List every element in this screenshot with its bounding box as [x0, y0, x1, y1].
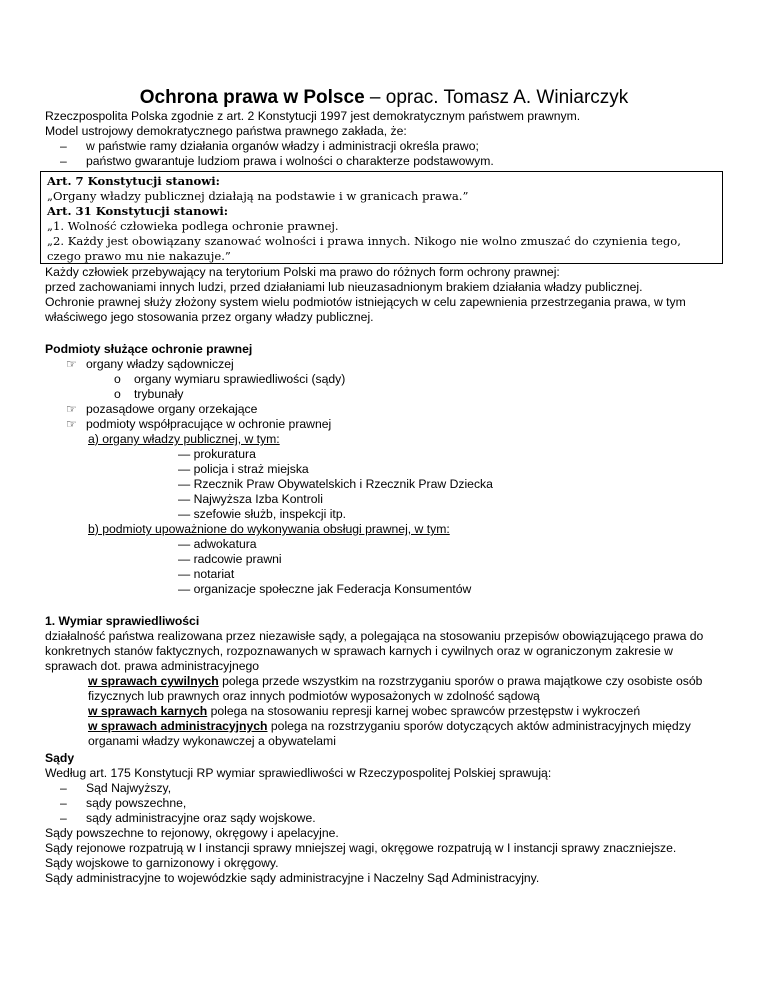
protection-line-4: właściwego jego stosowania przez organy władzy publicznej. — [45, 310, 374, 324]
art31-line-2: „2. Każdy jest obowiązany szanować wolności i prawa innych. Nikogo nie wolno zmuszać do czynienia tego, — [47, 234, 681, 248]
justice-heading: 1. Wymiar sprawiedliwości — [45, 614, 200, 628]
entities-item-2: ☞ pozasądowe organy orzekające — [66, 402, 258, 416]
protection-line-2: przed zachowaniami innych ludzi, przed działaniami lub nieuzasadnionym brakiem działania władzy publicznej. — [45, 280, 643, 294]
group-a-heading: a) organy władzy publicznej, w tym: — [88, 432, 280, 446]
protection-line-3: Ochronie prawnej służy złożony system wielu podmiotów istniejących w celu zapewnienia przestrzegania prawa, w tym — [45, 295, 686, 309]
justice-line-1: działalność państwa realizowana przez niezawisłe sądy, a polegająca na stosowaniu przepisów obowiązującego prawa do — [45, 629, 704, 643]
entities-item-3: ☞ podmioty współpracujące w ochronie prawnej — [66, 417, 332, 431]
constitution-quote-box — [40, 171, 723, 264]
dash-glyph: – — [60, 154, 67, 168]
courts-line-3: Sądy rejonowe rozpatrują w I instancji sprawy mniejszej wagi, okręgowe rozpatrują w I instancji sprawy znaczniejsze. — [45, 841, 677, 855]
art31-line-3: czego prawo mu nie nakazuje.” — [47, 249, 231, 263]
circle-bullet-icon: o — [114, 372, 121, 386]
courts-line-4: Sądy wojskowe to garnizonowy i okręgowy. — [45, 856, 279, 870]
entities-item-1: ☞ organy władzy sądowniczej — [66, 357, 234, 371]
title-rest: – oprac. Tomasz A. Winiarczyk — [364, 87, 629, 108]
pointing-hand-icon: ☞ — [66, 357, 77, 371]
justice-criminal-line: w sprawach karnych polega na stosowaniu represji karnej wobec sprawców przestępstw i wykroczeń — [88, 704, 641, 718]
justice-line-2: konkretnych stanów faktycznych, rozpoznawanych w sprawach karnych i cywilnych oraz w ograniczonym zakresie w — [45, 644, 673, 658]
group-b-item-2: — radcowie prawni — [178, 552, 282, 566]
page-title — [0, 86, 768, 110]
justice-line-3: sprawach dot. prawa administracyjnego — [45, 659, 260, 673]
criminal-term: w sprawach karnych — [88, 704, 208, 718]
art7-text: „Organy władzy publicznej działają na podstawie i w granicach prawa.” — [47, 189, 469, 203]
justice-civil-line-2: fizycznych lub prawnych oraz innych podmiotów wyposażonych w zdolność sądową — [88, 689, 540, 703]
art7-heading: Art. 7 Konstytucji stanowi: — [47, 174, 220, 188]
group-b-item-1: — adwokatura — [178, 537, 257, 551]
protection-line-1: Każdy człowiek przebywający na terytorium Polski ma prawo do różnych form ochrony prawnej: — [45, 265, 560, 279]
courts-bullet-3: – sądy administracyjne oraz sądy wojskowe. — [60, 811, 316, 825]
dash-glyph: – — [60, 796, 67, 810]
intro-bullet-2: – państwo gwarantuje ludziom prawa i wolności o charakterze podstawowym. — [60, 154, 494, 168]
courts-line-1: Według art. 175 Konstytucji RP wymiar sprawiedliwości w Rzeczypospolitej Polskiej sprawują: — [45, 766, 552, 780]
group-b-item-4: — organizacje społeczne jak Federacja Konsumentów — [178, 582, 472, 596]
entities-heading: Podmioty służące ochronie prawnej — [45, 342, 253, 356]
title-bold: Ochrona prawa w Polsce — [139, 87, 365, 108]
dash-glyph: – — [60, 811, 67, 825]
group-b-item-3: — notariat — [178, 567, 235, 581]
circle-bullet-icon: o — [114, 387, 121, 401]
intro-line-1: Rzeczpospolita Polska zgodnie z art. 2 Konstytucji 1997 jest demokratycznym państwem prawnym. — [45, 109, 581, 123]
dash-glyph: – — [60, 139, 67, 153]
art31-heading: Art. 31 Konstytucji stanowi: — [47, 204, 229, 218]
entities-subitem-1: o organy wymiaru sprawiedliwości (sądy) — [114, 372, 346, 386]
courts-bullet-2: – sądy powszechne, — [60, 796, 187, 810]
admin-term: w sprawach administracyjnych — [88, 719, 268, 733]
courts-bullet-1: – Sąd Najwyższy, — [60, 781, 172, 795]
justice-admin-line-1: w sprawach administracyjnych polega na rozstrzyganiu sporów dotyczących aktów administracyjnych między — [88, 719, 691, 733]
justice-civil-line-1: w sprawach cywilnych polega przede wszystkim na rozstrzyganiu sporów o prawa majątkowe czy osobiste osób — [88, 674, 703, 688]
intro-line-2: Model ustrojowy demokratycznego państwa prawnego zakłada, że: — [45, 124, 407, 138]
courts-line-2: Sądy powszechne to rejonowy, okręgowy i apelacyjne. — [45, 826, 339, 840]
group-a-item-5: — szefowie służb, inspekcji itp. — [178, 507, 346, 521]
group-a-item-2: — policja i straż miejska — [178, 462, 309, 476]
group-a-item-4: — Najwyższa Izba Kontroli — [178, 492, 323, 506]
civil-term: w sprawach cywilnych — [88, 674, 219, 688]
justice-admin-line-2: organami władzy wykonawczej a obywatelami — [88, 734, 336, 748]
group-a-item-1: — prokuratura — [178, 447, 256, 461]
courts-line-5: Sądy administracyjne to wojewódzkie sądy administracyjne i Naczelny Sąd Administracyjny. — [45, 871, 540, 885]
group-a-item-3: — Rzecznik Praw Obywatelskich i Rzecznik Praw Dziecka — [178, 477, 493, 491]
dash-glyph: – — [60, 781, 67, 795]
courts-heading: Sądy — [45, 751, 75, 765]
entities-subitem-2: o trybunały — [114, 387, 184, 401]
pointing-hand-icon: ☞ — [66, 402, 77, 416]
group-b-heading: b) podmioty upoważnione do wykonywania obsługi prawnej, w tym: — [88, 522, 450, 536]
art31-line-1: „1. Wolność człowieka podlega ochronie prawnej. — [47, 219, 339, 233]
intro-bullet-1: – w państwie ramy działania organów władzy i administracji określa prawo; — [60, 139, 479, 153]
pointing-hand-icon: ☞ — [66, 417, 77, 431]
